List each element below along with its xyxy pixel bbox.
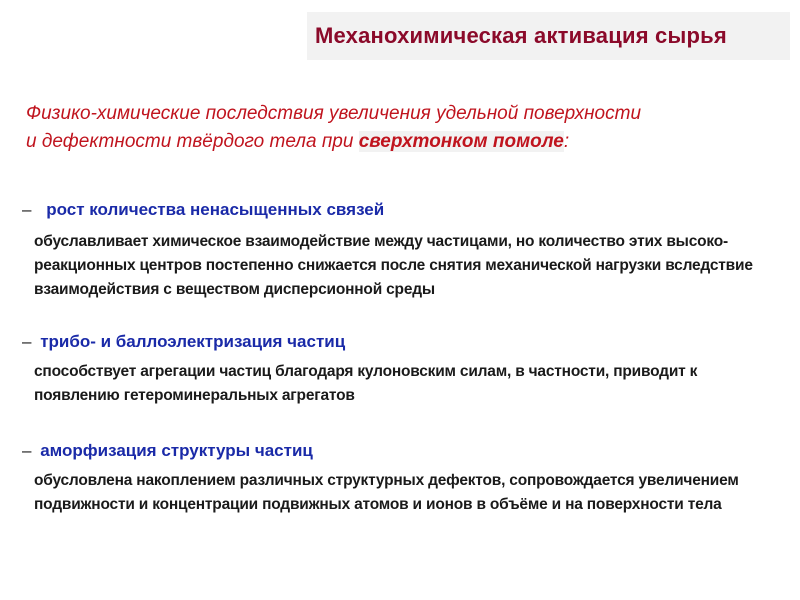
item-heading-2 — [22, 331, 345, 353]
subtitle-line-2 — [26, 128, 786, 156]
subtitle-line-1: Физико-химические последствия увеличения удельной поверхности — [26, 103, 642, 124]
item-1-line-2: реакционных центров постепенно снижается после снятия механической нагрузки вследствие — [34, 257, 753, 274]
item-heading-text-3: аморфизация структуры частиц — [40, 441, 313, 460]
item-1-line-1: обуславливает химическое взаимодействие между частицами, но количество этих высоко- — [34, 233, 728, 250]
item-heading-text-2: трибо- и баллоэлектризация частиц — [40, 332, 346, 351]
subtitle-line-2-suffix: : — [563, 131, 570, 152]
item-3-line-2: подвижности и концентрации подвижных атомов и ионов в объёме и на поверхности тела — [34, 496, 722, 513]
subtitle-line-2-prefix: и дефектности твёрдого тела при — [26, 131, 359, 152]
item-body-3 — [34, 469, 774, 517]
item-dash-3: – — [22, 441, 32, 460]
item-heading-text-1: рост количества ненасыщенных связей — [46, 200, 385, 219]
item-2-line-2: появлению гетероминеральных агрегатов — [34, 387, 355, 404]
subtitle-highlight: сверхтонком помоле — [358, 131, 564, 152]
item-heading-3 — [22, 440, 313, 462]
item-1-line-3: взаимодействия с веществом дисперсионной среды — [34, 281, 435, 298]
item-dash-1: – — [22, 200, 32, 219]
item-body-2 — [34, 360, 774, 408]
item-2-line-1: способствует агрегации частиц благодаря кулоновским силам, в частности, приводит к — [34, 363, 698, 380]
subtitle — [26, 100, 786, 156]
item-3-line-1: обусловлена накоплением различных структурных дефектов, сопровождается увеличением — [34, 472, 739, 489]
item-heading-1 — [22, 199, 384, 221]
item-dash-2: – — [22, 332, 32, 351]
item-body-1 — [34, 230, 774, 302]
slide-title: Механохимическая активация сырья — [315, 23, 727, 48]
